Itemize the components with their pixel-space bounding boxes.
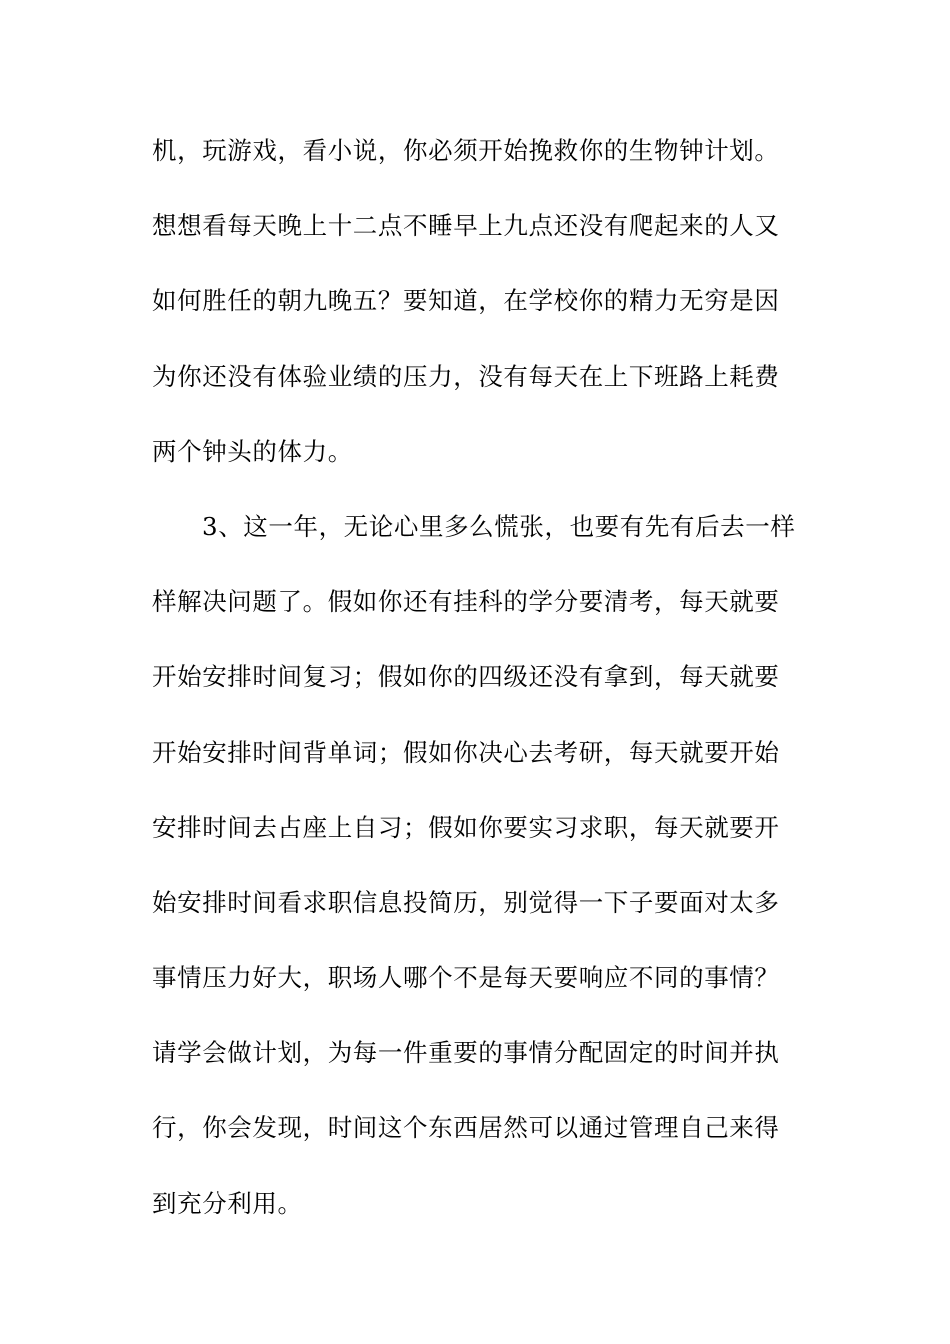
text-line: 事情压力好大，职场人哪个不是每天要响应不同的事情？ (152, 963, 780, 993)
text-line: 想想看每天晚上十二点不睡早上九点还没有爬起来的人又 (152, 211, 780, 241)
paragraph-start-line: 3、这一年，无论心里多么慌张，也要有先有后去一样 (202, 511, 796, 541)
text-line: 开始安排时间背单词；假如你决心去考研，每天就要开始 (152, 737, 780, 767)
text-line: 始安排时间看求职信息投简历，别觉得一下子要面对太多 (152, 887, 780, 917)
text-line: 为你还没有体验业绩的压力，没有每天在上下班路上耗费 (152, 361, 780, 391)
body-text (152, 131, 812, 1259)
text-line: 安排时间去占座上自习；假如你要实习求职，每天就要开 (152, 812, 780, 842)
text-line: 到充分利用。 (152, 1188, 303, 1218)
text-line: 机，玩游戏，看小说，你必须开始挽救你的生物钟计划。 (152, 136, 780, 165)
text-line: 开始安排时间复习；假如你的四级还没有拿到，每天就要 (152, 662, 780, 692)
text-line: 请学会做计划，为每一件重要的事情分配固定的时间并执 (152, 1038, 780, 1068)
text-line: 两个钟头的体力。 (152, 436, 353, 466)
text-line: 如何胜任的朝九晚五？要知道，在学校你的精力无穷是因 (152, 286, 780, 316)
text-line: 样解决问题了。假如你还有挂科的学分要清考，每天就要 (152, 587, 780, 617)
text-line: 行，你会发现，时间这个东西居然可以通过管理自己来得 (152, 1113, 780, 1143)
